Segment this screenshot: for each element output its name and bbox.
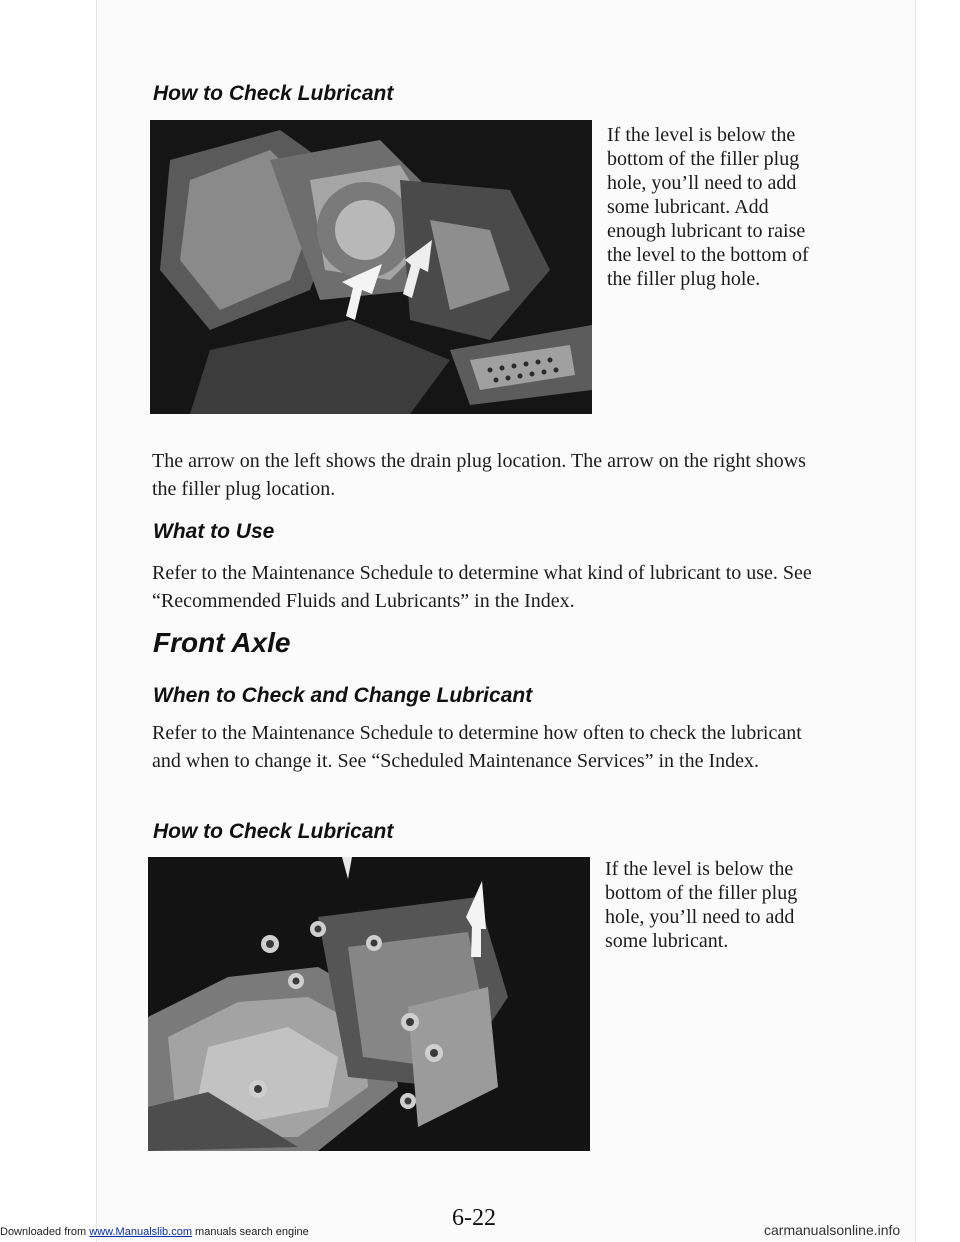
heading-how-to-check-lubricant-front: How to Check Lubricant — [153, 820, 394, 843]
watermark: carmanualsonline.info — [764, 1222, 901, 1238]
when-to-check-text: Refer to the Maintenance Schedule to determine how often to check the lubricant and when to change it. See “Scheduled Maintenance Services” in the Index. — [152, 722, 802, 772]
front-side-text: If the level is below the bottom of the filler plug hole, you’ll need to add some lubricant. — [605, 858, 798, 952]
heading-how-to-check-lubricant-rear: How to Check Lubricant — [153, 82, 394, 105]
front-axle-photo-art — [148, 857, 590, 1151]
footer-suffix: manuals search engine — [191, 1226, 309, 1238]
heading-when-to-check: When to Check and Change Lubricant — [153, 684, 533, 707]
rear-axle-photo — [150, 120, 592, 414]
download-footer — [0, 1226, 309, 1238]
what-to-use-text: Refer to the Maintenance Schedule to determine what kind of lubricant to use. See “Recommended Fluids and Lubricants” in the Index. — [152, 562, 812, 612]
front-axle-photo — [148, 857, 590, 1151]
heading-what-to-use: What to Use — [153, 520, 275, 543]
rear-side-text: If the level is below the bottom of the filler plug hole, you’ll need to add some lubricant. Add enough lubricant to raise the level to the bottom of the filler plug hole. — [607, 124, 809, 290]
footer-prefix: Downloaded from — [0, 1226, 90, 1238]
manualslib-link[interactable]: www.Manualslib.com — [89, 1226, 192, 1238]
heading-front-axle: Front Axle — [153, 627, 291, 658]
page-number: 6-22 — [452, 1205, 496, 1231]
rear-photo-caption: The arrow on the left shows the drain plug location. The arrow on the right shows the filler plug location. — [152, 450, 806, 500]
rear-axle-photo-art — [150, 120, 592, 414]
